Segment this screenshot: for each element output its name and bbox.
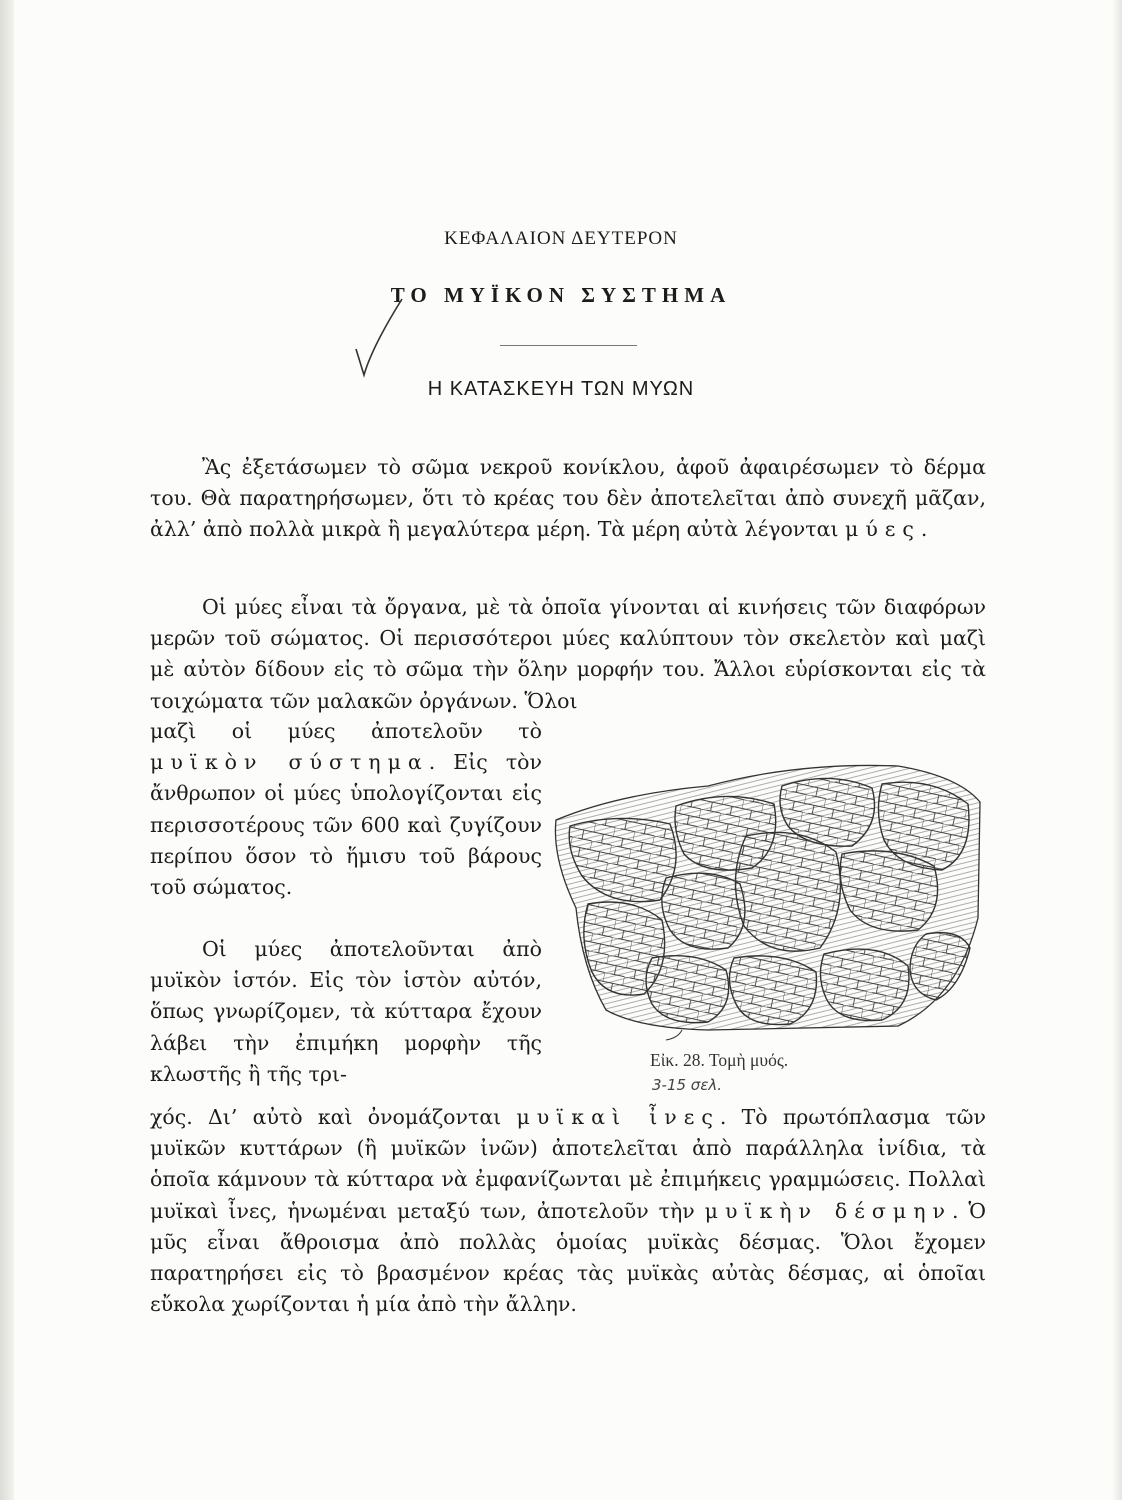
- chapter-title: ΤΟ ΜΥΪΚΟΝ ΣΥΣΤΗΜΑ: [390, 283, 732, 307]
- section-heading: Η ΚΑΤΑΣΚΕΥΗ ΤΩΝ ΜΥΩΝ: [427, 378, 695, 400]
- paragraph-1: [150, 452, 986, 546]
- paragraph-3: Οἱ μύες ἀποτελοῦνται ἀπὸ μυϊκὸν ἱστόν. Εἰς τὸν ἱστὸν αὐτόν, ὅπως γνωρίζομεν, τὰ κύτταρα ἔχουν λάβει τὴν ἐπιμήκη μορφὴν τῆς κλωστῆς ἢ τῆς τρι-: [150, 937, 542, 1086]
- paragraph-3-mid: . Τὸ πρωτόπλασμα τῶν μυϊκῶν κυττάρων (ἢ μυϊκῶν ἰνῶν) ἀποτελεῖται ἀπὸ παράλληλα ἰνίδια, τὰ ὁποῖα κάμνουν τὰ κύτταρα νὰ ἐμφανίζωνται μὲ ἐπιμήκεις γραμμώσεις. Πολλαὶ μυϊκαὶ ἶνες, ἡνωμέναι μεταξύ των, ἀποτελοῦν τὴν: [150, 1105, 986, 1223]
- checkmark-icon: [354, 295, 406, 381]
- term-myikai-ines: μυϊκαὶ ἶνες: [516, 1105, 720, 1129]
- paragraph-1-end: .: [920, 517, 928, 542]
- chapter-heading: ΚΕΦΑΛΑΙΟΝ ΔΕΥΤΕΡΟΝ: [444, 228, 678, 249]
- handwritten-note: 3-15 σελ.: [652, 1076, 723, 1094]
- paragraph-3-end: . Ὁ μῦς εἶναι ἄθροισμα ἀπὸ πολλὰς ὁμοίας μυϊκὰς δέσμας. Ὅλοι ἔχομεν παρατηρήσει εἰς τὸ βρασμένον κρέας τὰς μυϊκὰς αὐτὰς δέσμας, αἱ ὁποῖαι εὔκολα χωρίζονται ἡ μία ἀπὸ τὴν ἄλλην.: [150, 1198, 986, 1317]
- term-myes: μύες: [845, 517, 921, 542]
- muscle-section-illustration: [548, 758, 988, 1048]
- paragraph-1-text: Ἂς ἐξετάσωμεν τὸ σῶμα νεκροῦ κονίκλου, ἀφοῦ ἀφαιρέσωμεν τὸ δέρμα του. Θὰ παρατηρήσωμεν, ὅτι τὸ κρέας του δὲν ἀποτελεῖται ἀπὸ συνεχῆ μᾶζαν, ἀλλ’ ἀπὸ πολλὰ μικρὰ ἢ μεγαλύτερα μέρη. Τὰ μέρη αὐτὰ λέγονται: [150, 455, 986, 542]
- paragraph-2: Οἱ μύες εἶναι τὰ ὄργανα, μὲ τὰ ὁποῖα γίνονται αἱ κινήσεις τῶν διαφόρων μερῶν τοῦ σώματος. Οἱ περισσότεροι μύες καλύπτουν τὸν σκελετὸν καὶ μαζὶ μὲ αὐτὸν δίδουν εἰς τὸ σῶμα τὴν ὅλην μορφήν του. Ἄλλοι εὑρίσκονται εἰς τὰ τοιχώματα τῶν μαλακῶν ὀργάνων. Ὅλοι: [150, 595, 986, 713]
- page-edge-right: [1112, 0, 1122, 1500]
- page-edge-left: [0, 0, 14, 1500]
- bundle-12: [820, 949, 909, 1020]
- bundle-9: [910, 933, 970, 1000]
- paragraph-2-continued: [150, 716, 542, 903]
- paragraph-3-cont: χός. Δι’ αὐτὸ καὶ ὀνομάζονται: [150, 1105, 502, 1129]
- muscle-section-figure: [548, 758, 988, 1048]
- bundle-7: [735, 832, 840, 951]
- term-myikon-systima: μυϊκὸν σύστημα: [150, 750, 429, 775]
- title-divider: [500, 345, 637, 346]
- paragraph-2-post: . Εἰς τὸν ἄνθρωπον οἱ μύες ὑπολογίζονται εἰς περισσοτέρους τῶν 600 καὶ ζυγίζουν περίπου ὅσον τὸ ἥμισυ τοῦ βάρους τοῦ σώματος.: [150, 750, 542, 900]
- label-line: [666, 1030, 682, 1040]
- figure-caption: Εἰκ. 28. Τομὴ μυός.: [650, 1050, 789, 1070]
- term-myiki-desmi: μυϊκὴν δέσμην: [704, 1198, 952, 1223]
- paragraph-2-pre: μαζὶ οἱ μύες ἀποτελοῦν τὸ: [150, 719, 542, 743]
- paragraph-3-continued: [150, 1102, 986, 1320]
